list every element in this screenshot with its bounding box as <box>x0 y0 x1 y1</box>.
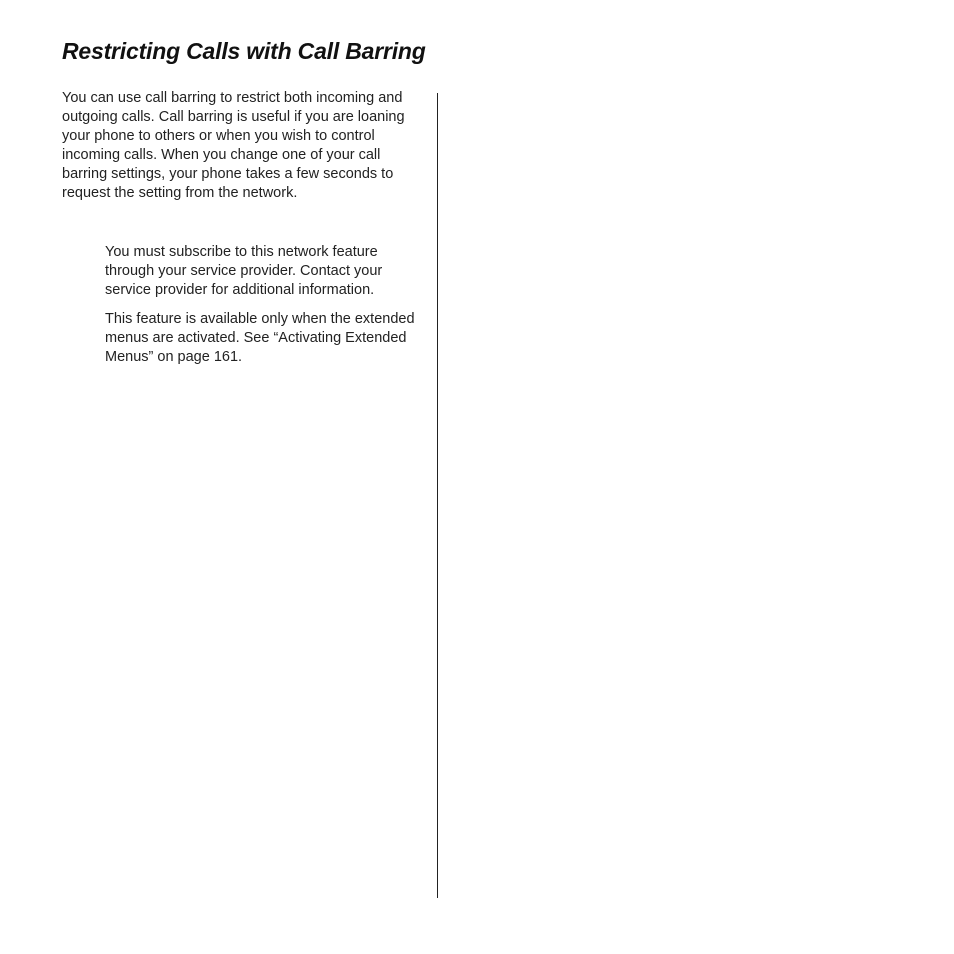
notes-block <box>105 243 425 377</box>
page-title: Restricting Calls with Call Barring <box>62 38 426 64</box>
note-extended-menus: This feature is available only when the extended menus are activated. See “Activating Extended Menus” on page 161. <box>105 311 415 365</box>
intro-paragraph: You can use call barring to restrict both incoming and outgoing calls. Call barring is useful if you are loaning your phone to others or when you wish to control incoming calls. When you change one of your call barring settings, your phone takes a few seconds to request the setting from the network. <box>62 90 405 201</box>
note-subscription: You must subscribe to this network feature through your service provider. Contact your service provider for additional information. <box>105 244 383 298</box>
column-divider <box>437 93 438 898</box>
